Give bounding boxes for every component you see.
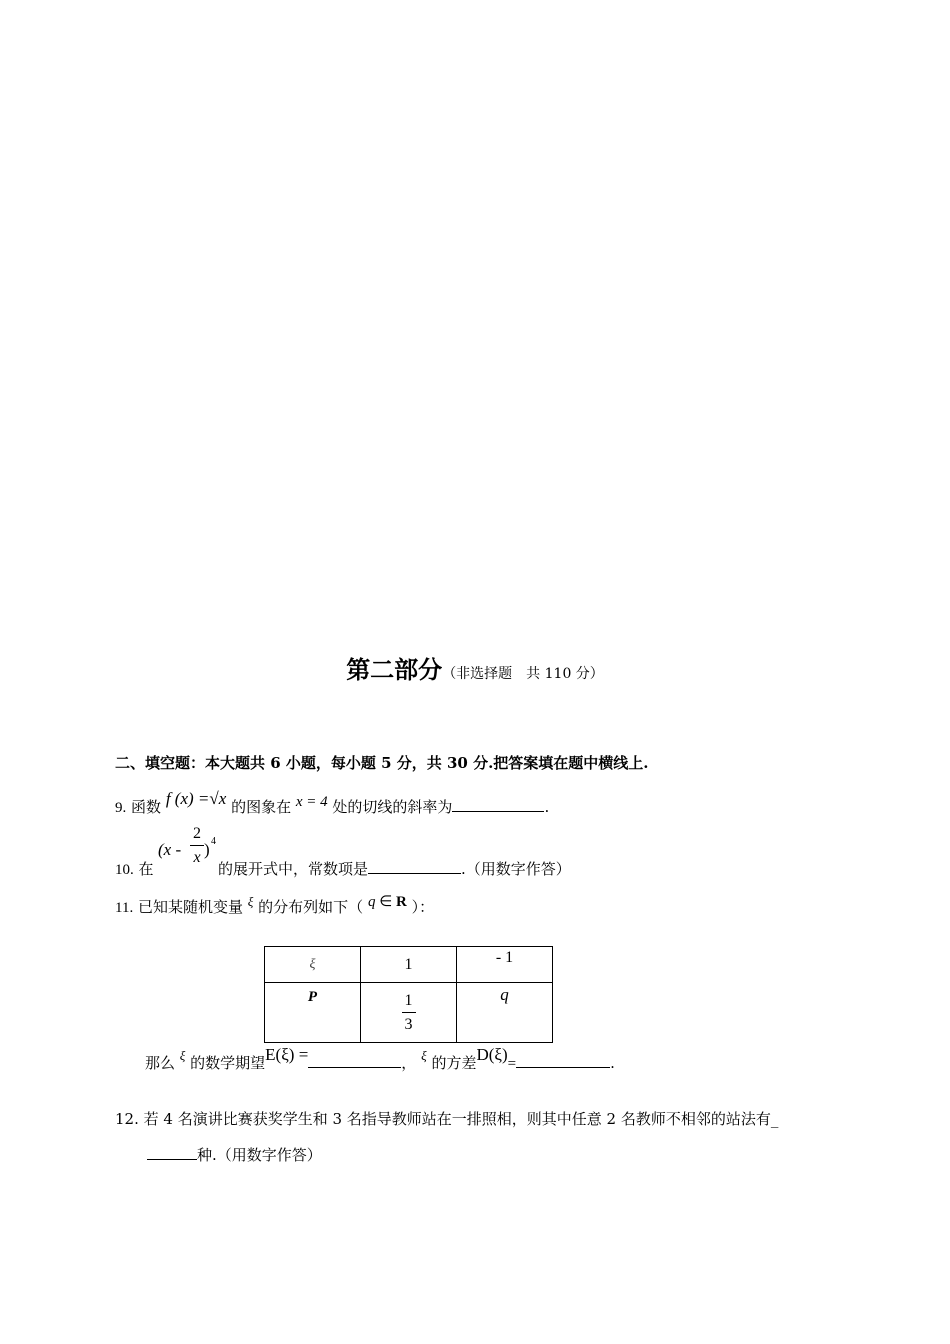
part-title-note: （非选择题 共 110 分） [442,666,604,682]
question-10-expression [158,840,181,860]
part-title [0,650,950,685]
question-11-xi: ξ [247,894,254,909]
question-12-end: 种.（用数字作答） [197,1146,322,1164]
question-11 [115,896,434,917]
question-11-text-2: 的分布列如下（ [258,898,364,916]
table-cell-value-1: 1 [361,947,457,983]
answer-line-end: . [610,1054,615,1072]
condition-q: q [367,894,376,910]
question-9-function: f (x) =√x [165,789,227,808]
answer-line-comma: ， [401,1054,417,1072]
question-10-text-3: .（用数字作答） [461,860,571,878]
question-10-fraction [190,826,204,866]
question-10-number: 10. [115,862,134,878]
variance-label: D(ξ) [476,1045,508,1064]
table-cell-one-third [361,983,457,1043]
distribution-table [264,946,553,1043]
table-cell-p: P [265,983,361,1043]
question-10-text-1: 在 [138,860,154,878]
question-9-point: x = 4 [295,794,328,810]
question-10 [115,858,154,879]
answer-line-xi-2: ξ [421,1048,427,1063]
question-10-lparen: (x - [158,840,182,859]
expectation-label: E(ξ) = [265,1045,309,1064]
question-12-line-2 [147,1144,322,1165]
question-9-number: 9. [115,800,127,816]
question-11-text-1: 已知某随机变量 [137,898,243,916]
table-cell-xi: ξ [265,947,361,983]
variance-equals: = [507,1056,517,1072]
part-title-main: 第二部分 [346,655,443,684]
question-10-frac-num: 2 [190,826,204,846]
condition-reals: R [396,894,407,910]
question-11-text-3: ）： [411,898,435,916]
table-cell-value-neg1: - 1 [457,947,553,983]
question-11-answer-line [145,1045,615,1073]
answer-blank-10[interactable] [368,872,461,874]
question-11-condition [368,894,407,910]
condition-in-symbol: ∈ [379,894,393,910]
table-row-probability [265,983,553,1043]
question-9-text-2: 的图象在 [231,798,292,816]
question-10-rest [218,858,571,879]
section-heading: 二、填空题：本大题共 6 小题，每小题 5 分，共 30 分.把答案填在题中横线上. [115,754,649,772]
answer-line-text-3: 的方差 [431,1054,477,1072]
question-12-line-1: 12. 若 4 名演讲比赛获奖学生和 3 名指导教师站在一排照相，则其中任意 2 名教师不相邻的站法有_ [115,1110,779,1128]
answer-line-xi: ξ [179,1048,186,1063]
answer-line-text-2: 的数学期望 [190,1054,266,1072]
answer-blank-12[interactable] [147,1158,197,1160]
answer-blank-expectation[interactable] [308,1066,401,1068]
answer-blank-variance[interactable] [516,1066,610,1068]
question-11-number: 11. [115,900,134,916]
question-10-exponent: 4 [211,836,216,847]
question-10-frac-den: x [193,849,201,866]
table-row-values [265,947,553,983]
question-10-text-2: 的展开式中，常数项是 [218,860,369,878]
question-9 [115,789,550,817]
question-9-text-3: 处的切线的斜率为 [332,798,453,816]
answer-line-text-1: 那么 [145,1054,176,1072]
answer-blank-9[interactable] [452,810,544,812]
question-10-rparen: ) [204,840,210,859]
one-third-den: 3 [404,1015,413,1033]
question-9-end: . [544,798,550,816]
table-cell-q: q [457,983,553,1043]
question-9-text-1: 函数 [131,798,162,816]
one-third-num: 1 [402,993,416,1013]
